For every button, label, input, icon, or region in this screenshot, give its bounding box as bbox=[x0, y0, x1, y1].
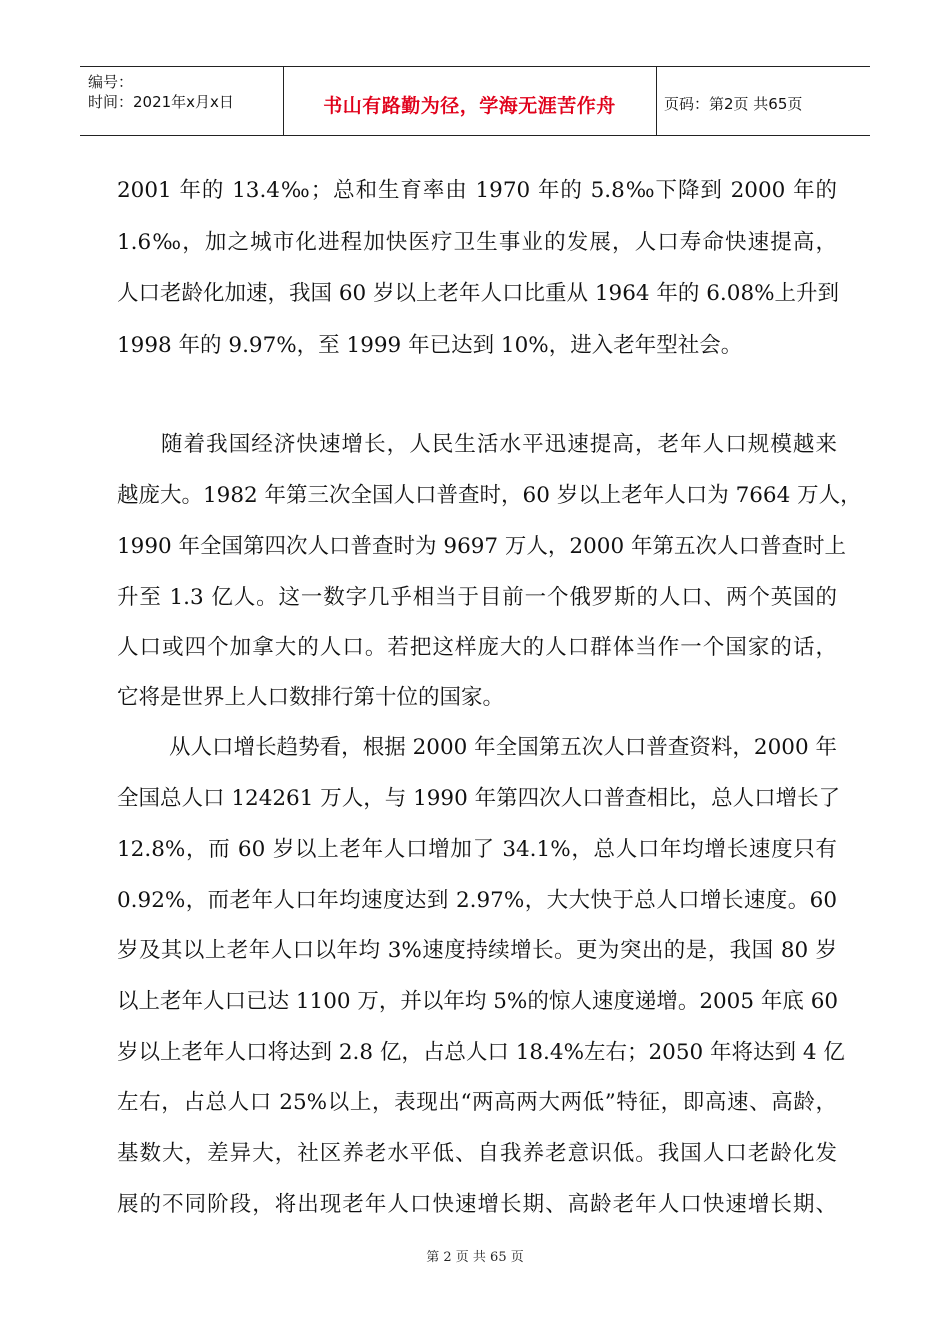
page-header bbox=[80, 66, 870, 136]
body-line: 0.92%，而老年人口年均速度达到 2.97%，大大快于总人口增长速度。60 bbox=[117, 888, 837, 913]
body-line: 基数大，差异大，社区养老水平低、自我养老意识低。我国人口老龄化发 bbox=[117, 1141, 837, 1166]
body-line: 岁及其以上老年人口以年均 3%速度持续增长。更为突出的是，我国 80 岁 bbox=[117, 938, 837, 963]
document-number-label: 编号： bbox=[88, 73, 134, 91]
body-line: 1990 年全国第四次人口普查时为 9697 万人，2000 年第五次人口普查时上 bbox=[117, 534, 846, 559]
header-motto-cell bbox=[283, 67, 657, 135]
body-line: 它将是世界上人口数排行第十位的国家。 bbox=[117, 685, 505, 710]
body-line: 以上老年人口已达 1100 万，并以年均 5%的惊人速度递增。2005 年底 60 bbox=[117, 989, 839, 1014]
document-time-label: 时间：2021年x月x日 bbox=[88, 93, 234, 111]
body-line: 全国总人口 124261 万人，与 1990 年第四次人口普查相比，总人口增长了 bbox=[117, 786, 841, 811]
paragraph-first-line: 随着我国经济快速增长，人民生活水平迅速提高，老年人口规模越来 bbox=[161, 432, 837, 457]
body-line: 岁以上老年人口将达到 2.8 亿，占总人口 18.4%左右；2050 年将达到 4 亿 bbox=[117, 1040, 845, 1065]
body-line: 人口老龄化加速，我国 60 岁以上老年人口比重从 1964 年的 6.08%上升到 bbox=[117, 281, 840, 306]
header-page-cell bbox=[656, 67, 870, 135]
paragraph-first-line: 从人口增长趋势看，根据 2000 年全国第五次人口普查资料，2000 年 bbox=[169, 735, 837, 760]
page-footer: 第 2 页 共 65 页 bbox=[426, 1250, 524, 1265]
body-line: 人口或四个加拿大的人口。若把这样庞大的人口群体当作一个国家的话， bbox=[117, 635, 837, 660]
body-line: 2001 年的 13.4‰；总和生育率由 1970 年的 5.8‰下降到 2000 年的 bbox=[117, 178, 837, 203]
body-line: 左右，占总人口 25%以上，表现出“两高两大两低”特征，即高速、高龄， bbox=[117, 1090, 837, 1115]
header-motto: 书山有路勤为径，学海无涯苦作舟 bbox=[323, 95, 616, 117]
body-line: 升至 1.3 亿人。这一数字几乎相当于目前一个俄罗斯的人口、两个英国的 bbox=[117, 585, 837, 610]
body-line: 12.8%，而 60 岁以上老年人口增加了 34.1%，总人口年均增长速度只有 bbox=[117, 837, 837, 862]
header-meta-cell bbox=[80, 67, 284, 135]
header-page-info: 页码：第2页 共65页 bbox=[664, 95, 803, 113]
body-line: 展的不同阶段，将出现老年人口快速增长期、高龄老年人口快速增长期、 bbox=[117, 1192, 837, 1217]
body-line: 越庞大。1982 年第三次全国人口普查时，60 岁以上老年人口为 7664 万人， bbox=[117, 483, 862, 508]
body-line: 1.6‰，加之城市化进程加快医疗卫生事业的发展，人口寿命快速提高， bbox=[117, 230, 837, 255]
body-line: 1998 年的 9.97%，至 1999 年已达到 10%，进入老年型社会。 bbox=[117, 333, 743, 358]
